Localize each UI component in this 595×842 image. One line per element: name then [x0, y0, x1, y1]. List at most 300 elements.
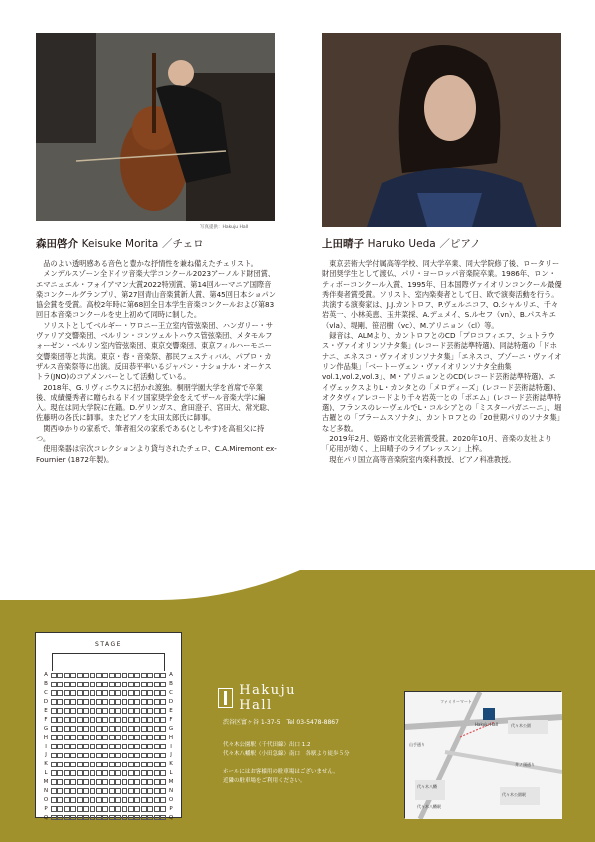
seat [57, 673, 63, 679]
seat-block [51, 806, 166, 812]
seat [90, 682, 96, 688]
seat [90, 753, 96, 759]
seat [141, 779, 147, 785]
cellist-name-ja: 森田啓介 [36, 238, 78, 250]
seat [147, 717, 153, 723]
seat [90, 770, 96, 776]
seat [64, 682, 70, 688]
seat [109, 690, 115, 696]
stage-area [52, 653, 165, 671]
cellist-bio-paragraph: ソリストとしてベルギー・ワロニー王立室内管弦楽団、ハンガリー・サヴァリア交響楽団、ベルリン・コンツェルトハウス管弦楽団、メタモルフォーゼン・ベルリン室内管弦楽団、東京交響楽団、東京フィルハーモニー交響楽団等と共演。東京・春・音楽祭、都民フェスティバル、パブロ・カザルス音楽祭等に出演。反田恭平率いるジャパン・ナショナル・オーケストラ(JNO)のコアメンバーとして活動している。 [36, 320, 274, 382]
seat [122, 726, 128, 732]
seat [96, 815, 102, 821]
cellist-bio-paragraph: 関西ゆかりの家系で、筆者祖父の家系である(としやす)を高祖父に持つ。 [36, 423, 265, 444]
seat [134, 753, 140, 759]
seat [83, 744, 89, 750]
seat [122, 797, 128, 803]
seat [147, 682, 153, 688]
seat [64, 690, 70, 696]
seat [51, 673, 57, 679]
seat [147, 753, 153, 759]
seat [141, 708, 147, 714]
seat [70, 735, 76, 741]
seat [147, 690, 153, 696]
seat [115, 717, 121, 723]
seat [64, 806, 70, 812]
cellist-name-en: Keisuke Morita [81, 238, 159, 250]
seat-row [41, 778, 176, 787]
seat [122, 717, 128, 723]
seat [102, 753, 108, 759]
seat [96, 788, 102, 794]
row-letter: B [44, 681, 48, 688]
seat [77, 770, 83, 776]
seat [128, 762, 134, 768]
seat-row [41, 671, 176, 680]
map-label: 山手通り [409, 742, 425, 747]
seat [57, 770, 63, 776]
seat [122, 708, 128, 714]
seat [134, 717, 140, 723]
seat [109, 779, 115, 785]
seat [141, 744, 147, 750]
seat [51, 699, 57, 705]
seat [70, 726, 76, 732]
cellist-name [36, 236, 204, 251]
seat [77, 708, 83, 714]
seat [115, 797, 121, 803]
seat [102, 708, 108, 714]
seat [122, 806, 128, 812]
seat [109, 708, 115, 714]
seat [90, 762, 96, 768]
pianist-name [322, 236, 481, 251]
seat [141, 762, 147, 768]
seat [57, 779, 63, 785]
seat [115, 788, 121, 794]
seat [147, 708, 153, 714]
seat [70, 744, 76, 750]
seat [90, 806, 96, 812]
seat [70, 770, 76, 776]
seat [51, 735, 57, 741]
row-letter: P [169, 805, 173, 812]
seat [128, 797, 134, 803]
row-letter: F [169, 716, 173, 723]
seat [70, 682, 76, 688]
seat-block [51, 744, 166, 750]
seat-block [51, 708, 166, 714]
access-map-drawing [405, 692, 562, 819]
seat [96, 690, 102, 696]
seat [77, 726, 83, 732]
seat-block [51, 753, 166, 759]
seat [141, 690, 147, 696]
map-label: 代々木八幡 [417, 784, 437, 789]
seat [96, 735, 102, 741]
seat [115, 753, 121, 759]
seat [96, 708, 102, 714]
pianist-bio-paragraph: 2019年2月、姫路市文化芸術賞受賞。2020年10月、音楽の友社より「応用が効く、上田晴子のライブレッスン」上梓。 [322, 434, 552, 454]
seat [83, 762, 89, 768]
seat-row [41, 813, 176, 822]
seat [102, 779, 108, 785]
seat [96, 797, 102, 803]
seat [83, 682, 89, 688]
seat [102, 699, 108, 705]
row-letter: C [44, 690, 48, 697]
row-letter: L [44, 770, 48, 777]
seat-block [51, 717, 166, 723]
map-label: 井ノ頭通り [515, 762, 535, 767]
seat [96, 779, 102, 785]
seat [141, 735, 147, 741]
seat [134, 682, 140, 688]
seat-block [51, 690, 166, 696]
seat [64, 797, 70, 803]
seat [109, 717, 115, 723]
seat [64, 788, 70, 794]
seat [70, 753, 76, 759]
seat [128, 717, 134, 723]
seat [154, 779, 160, 785]
seat [83, 806, 89, 812]
seat [147, 779, 153, 785]
row-letter: M [168, 779, 174, 786]
seat [109, 762, 115, 768]
seat [51, 770, 57, 776]
seat-row [41, 733, 176, 742]
row-letter: O [43, 796, 49, 803]
seat [70, 815, 76, 821]
seat-block [51, 770, 166, 776]
seat [96, 744, 102, 750]
seat [154, 673, 160, 679]
seat [77, 797, 83, 803]
seat [141, 788, 147, 794]
seat [83, 717, 89, 723]
seat [115, 682, 121, 688]
pianist-photo [322, 33, 561, 227]
seat [147, 797, 153, 803]
seat [77, 682, 83, 688]
seat [128, 682, 134, 688]
row-letter: C [169, 690, 173, 697]
seat [154, 726, 160, 732]
parking-line: ホールにはお客様用の駐車場はございません。 [223, 769, 339, 775]
seat [83, 690, 89, 696]
seat [83, 788, 89, 794]
pianist-bio [322, 259, 562, 465]
seat [51, 753, 57, 759]
seat [154, 806, 160, 812]
seat [134, 762, 140, 768]
seat-block [51, 682, 166, 688]
seat-block [51, 762, 166, 768]
seat [83, 708, 89, 714]
seat [96, 717, 102, 723]
seat [128, 735, 134, 741]
seat [102, 690, 108, 696]
seat [122, 815, 128, 821]
row-letter: E [169, 708, 173, 714]
seat [134, 690, 140, 696]
seat [102, 673, 108, 679]
seat [122, 699, 128, 705]
seat [154, 815, 160, 821]
row-letter: N [168, 788, 174, 795]
seat [70, 690, 76, 696]
seat-row [41, 715, 176, 724]
seat [51, 726, 57, 732]
seat [96, 699, 102, 705]
seat [70, 779, 76, 785]
seat [147, 726, 153, 732]
pianist-bio-paragraph: 録音は、ALMより、カントロフとのCD「プロコフィエフ、シュトラウス・ヴァイオリンソナタ集」(レコード芸術誌準特選)、同誌特選の「ドホナニ、エネスコ・ヴァイオリンソナタ集」「エネスコ、ブゾーニ・ヴァイオリン作品集」「ベートーヴェン・ヴァイオリンソナタ全曲集vol.1,vol.2,vol.3」、M・アリニョンとのCD(レコード芸術誌準特選)、エイヴェックスよりL・カンタとの「メロディーズ」(レコード芸術誌特選)、オクタヴィアレコードより千々岩英一との「ポエム」(レコード芸術誌準特選)、フランスのレーヴェルでL・コルシアとの「ミスターパガニーニ」、堀古羅との「ブラームスソナタ」、カントロフとの「20世期パリのソナタ集」など多数。 [322, 331, 562, 433]
seat [128, 779, 134, 785]
access-line: 代々木八幡駅（小田急線）南口 各駅より徒歩５分 [223, 751, 350, 757]
seat [57, 690, 63, 696]
seat [102, 788, 108, 794]
seat [102, 682, 108, 688]
seat [64, 762, 70, 768]
seat [102, 735, 108, 741]
seat [128, 699, 134, 705]
seat [64, 735, 70, 741]
hall-marker [483, 708, 495, 720]
seat [51, 815, 57, 821]
seat [57, 726, 63, 732]
seat [64, 708, 70, 714]
seat [57, 682, 63, 688]
seat [141, 806, 147, 812]
seat [109, 682, 115, 688]
stage-label: STAGE [95, 641, 122, 648]
seat [109, 673, 115, 679]
seat [147, 762, 153, 768]
seat [70, 717, 76, 723]
seat [64, 770, 70, 776]
seat [154, 735, 160, 741]
seat [77, 699, 83, 705]
row-letter: I [45, 743, 47, 750]
seat [147, 744, 153, 750]
seat [83, 735, 89, 741]
seat [77, 753, 83, 759]
seat [57, 708, 63, 714]
seat [51, 717, 57, 723]
seat [122, 673, 128, 679]
seat [109, 726, 115, 732]
seat [77, 788, 83, 794]
seat [83, 673, 89, 679]
row-letter: I [170, 743, 172, 750]
row-letter: D [168, 699, 174, 706]
seat [70, 797, 76, 803]
seat [51, 762, 57, 768]
seat-row [41, 795, 176, 804]
seat [64, 779, 70, 785]
seat-row [41, 707, 176, 716]
seat [96, 682, 102, 688]
seat [64, 673, 70, 679]
seat [115, 815, 121, 821]
seat-block [51, 788, 166, 794]
pianist-name-ja: 上田晴子 [322, 238, 364, 250]
seat [128, 815, 134, 821]
cellist-bio-paragraph: メンデルスゾーン全ドイツ音楽大学コンクール2023アーノルド財団賞、エマニュエル・フォイアマン大賞2022特別賞、第14回ルーマニア国際音楽コンクールグランプリ、第27回青山音楽賞新人賞、第45回日本ショパン協会賞を受賞。高校2年時に第68回全日本学生音楽コンクールおよび第83回日本音楽コンクールを史上初めて同時に制した。 [36, 269, 276, 320]
seat [147, 735, 153, 741]
seat [134, 735, 140, 741]
hakuju-logo [218, 683, 303, 713]
seat [102, 797, 108, 803]
seat [83, 770, 89, 776]
row-letter: M [43, 779, 49, 786]
seat [134, 815, 140, 821]
pianist-photo-illustration [322, 33, 561, 227]
seat [70, 762, 76, 768]
seat [102, 762, 108, 768]
seat-row [41, 769, 176, 778]
seat [57, 788, 63, 794]
seat [134, 699, 140, 705]
seat [51, 708, 57, 714]
seat [90, 708, 96, 714]
seat [154, 699, 160, 705]
seat [90, 744, 96, 750]
cellist-bio-paragraph: 2018年、G.リヴィニウスに招かれ渡独。桐朋学園大学を首席で卒業後、成績優秀者に贈られるドイツ国家奨学金をえてザール音楽大学に編入。現在は同大学院に在籍。D.ゲリンガス、倉田澄子、宮田大、常光聡、佐藤明の各氏に師事。またピアノを太田太郎氏に師事。 [36, 382, 275, 423]
row-letter: Q [43, 814, 49, 821]
seat [90, 726, 96, 732]
seat [109, 735, 115, 741]
seat-row [41, 760, 176, 769]
seat [109, 815, 115, 821]
seat [109, 744, 115, 750]
venue-name: Hakuju Hall [239, 683, 296, 713]
seat [154, 797, 160, 803]
row-letter: K [44, 761, 48, 768]
map-label: 代々木八幡駅 [417, 804, 441, 809]
seat [83, 779, 89, 785]
seat-row [41, 689, 176, 698]
seat [134, 797, 140, 803]
seat [102, 726, 108, 732]
seat [83, 753, 89, 759]
seat-row [41, 680, 176, 689]
seat-block [51, 726, 166, 732]
seat [154, 717, 160, 723]
seat [122, 770, 128, 776]
seat [51, 744, 57, 750]
seat-block [51, 815, 166, 821]
seat [122, 788, 128, 794]
seat [122, 762, 128, 768]
seat [57, 815, 63, 821]
seat [154, 690, 160, 696]
row-letter: H [168, 734, 174, 741]
seat [96, 806, 102, 812]
cellist-photo-illustration [36, 33, 275, 221]
seat [134, 806, 140, 812]
seat [109, 797, 115, 803]
seat-rows [41, 671, 176, 822]
seat [115, 708, 121, 714]
seat-row [41, 698, 176, 707]
seat [122, 779, 128, 785]
seat-row [41, 742, 176, 751]
map-label: ファミリーマート [440, 699, 472, 704]
seat [154, 770, 160, 776]
row-letter: H [43, 734, 49, 741]
seat [57, 797, 63, 803]
seat [154, 788, 160, 794]
seat [90, 797, 96, 803]
seat-row [41, 787, 176, 796]
seat [147, 699, 153, 705]
seat [90, 717, 96, 723]
seat [128, 788, 134, 794]
seat [128, 806, 134, 812]
cellist-bio-paragraph: 使用楽器は宗次コレクションより貸与されたチェロ、C.A.Miremont ex-Fournier (1872年製)。 [36, 444, 277, 464]
seat [147, 806, 153, 812]
seat [64, 815, 70, 821]
seat [128, 690, 134, 696]
seat [70, 699, 76, 705]
seat [115, 735, 121, 741]
cellist-role: ／チェロ [161, 238, 204, 250]
seat [115, 770, 121, 776]
seat [51, 788, 57, 794]
pianist-bio-paragraph: 東京芸術大学付属高等学校、同大学卒業、同大学院修了後、ロータリー財団奨学生として渡仏、パリ・ヨーロッパ音楽院卒業。1986年、ロン・ティボーコンクール入賞、1995年、日本国際ヴァイオリンコンクール最優秀伴奏者賞受賞。ソリスト、室内楽奏者として日、欧で演奏活動を行う。共演する演奏家は、J.J.カントロフ、P.ヴェルニコフ、O.シャルリエ、千々岩英一、小林美恵、玉井菜採、A.デュメイ、S.ルセフ（vn）、B.パスキエ（vla）、堤剛、笹沼樹（vc）、M.アリニョン（cl）等。 [322, 259, 562, 330]
seat [64, 744, 70, 750]
seat [141, 726, 147, 732]
seat [122, 735, 128, 741]
seat [128, 744, 134, 750]
seat-block [51, 797, 166, 803]
row-letter: J [45, 752, 47, 759]
seat [109, 699, 115, 705]
seat [83, 726, 89, 732]
seat [77, 717, 83, 723]
seat [134, 788, 140, 794]
seat [90, 690, 96, 696]
seat [51, 779, 57, 785]
cellist-bio-paragraph: 品のよい透明感ある音色と豊かな抒情性を兼ね備えたチェリスト。 [43, 259, 258, 268]
row-letter: D [43, 699, 49, 706]
seat [57, 735, 63, 741]
seat [122, 682, 128, 688]
seat [122, 753, 128, 759]
seat [134, 770, 140, 776]
venue-address: 渋谷区富ヶ谷 1-37-5 Tel 03-5478-8867 [223, 719, 339, 726]
seat [128, 708, 134, 714]
seat [147, 788, 153, 794]
map-label: 代々木公園 [511, 723, 531, 728]
seat [128, 726, 134, 732]
seat [90, 673, 96, 679]
seat [77, 673, 83, 679]
seat [57, 762, 63, 768]
row-letter: G [43, 725, 49, 732]
seat [141, 682, 147, 688]
seat [134, 708, 140, 714]
seat [83, 815, 89, 821]
row-letter: A [169, 672, 173, 679]
seat [64, 699, 70, 705]
seat [51, 806, 57, 812]
seat [128, 753, 134, 759]
seat [77, 762, 83, 768]
